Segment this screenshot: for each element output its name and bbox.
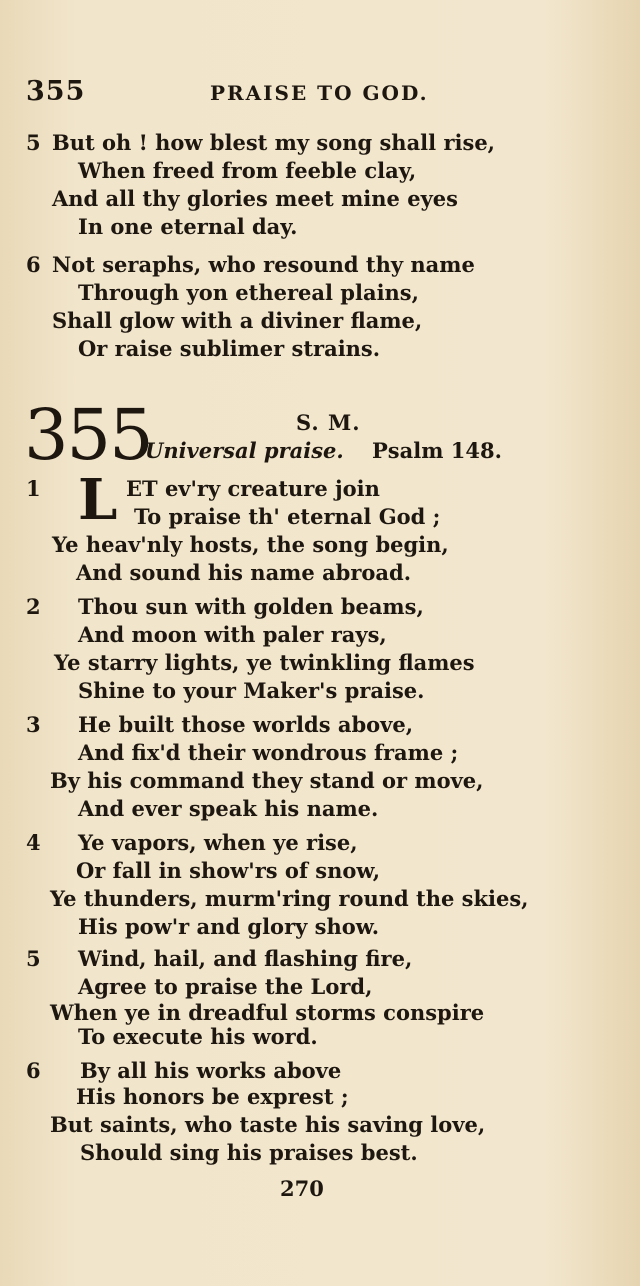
verse-number: 2: [26, 594, 41, 619]
verse-line: But oh ! how blest my song shall rise,: [52, 130, 495, 155]
verse-line: Or raise sublimer strains.: [78, 336, 381, 361]
verse-number: 6: [26, 1058, 41, 1083]
verse-line: Ye heav'nly hosts, the song begin,: [52, 532, 449, 557]
drop-cap: L: [78, 467, 118, 533]
verse-line: In one eternal day.: [78, 214, 298, 239]
page-number-bottom: 270: [280, 1176, 324, 1201]
running-title: PRAISE TO GOD.: [210, 81, 429, 105]
verse-number: 5: [26, 130, 41, 155]
verse-line: By all his works above: [80, 1058, 342, 1083]
verse-number: 4: [26, 830, 41, 855]
verse-number: 3: [26, 712, 41, 737]
verse-line: Thou sun with golden beams,: [78, 594, 424, 619]
verse-line: His honors be exprest ;: [76, 1084, 349, 1109]
verse-line: Shall glow with a diviner flame,: [52, 308, 423, 333]
running-head: [26, 76, 586, 106]
hymn-number: 355: [24, 394, 152, 476]
verse-line: And sound his name abroad.: [76, 560, 412, 585]
verse-line: Should sing his praises best.: [80, 1140, 418, 1165]
page-number-top: 355: [26, 76, 86, 107]
verse-line: When freed from feeble clay,: [78, 158, 417, 183]
verse-line: Agree to praise the Lord,: [78, 974, 373, 999]
verse-line: And moon with paler rays,: [78, 622, 387, 647]
verse-line: But saints, who taste his saving love,: [50, 1112, 486, 1137]
verse-line: And all thy glories meet mine eyes: [52, 186, 458, 211]
verse-line: To praise th' eternal God ;: [134, 504, 441, 529]
verse-line: To execute his word.: [78, 1024, 318, 1049]
verse-number: 1: [26, 476, 41, 501]
verse-line: Not seraphs, who resound thy name: [52, 252, 475, 277]
psalm-reference: Psalm 148.: [372, 438, 502, 463]
hymn-meter: S. M.: [296, 410, 361, 435]
verse-line: Through yon ethereal plains,: [78, 280, 419, 305]
verse-line: By his command they stand or move,: [50, 768, 484, 793]
verse-line: Ye starry lights, ye twinkling flames: [54, 650, 475, 675]
verse-number: 6: [26, 252, 41, 277]
verse-line: Or fall in show'rs of snow,: [76, 858, 381, 883]
verse-line: ET ev'ry creature join: [126, 476, 380, 501]
verse-line: He built those worlds above,: [78, 712, 414, 737]
verse-line: Ye vapors, when ye rise,: [78, 830, 358, 855]
hymn-subtitle: Universal praise.: [145, 438, 344, 463]
verse-number: 5: [26, 946, 41, 971]
verse-line: Shine to your Maker's praise.: [78, 678, 425, 703]
verse-line: His pow'r and glory show.: [78, 914, 380, 939]
verse-line: And fix'd their wondrous frame ;: [78, 740, 459, 765]
verse-line: Ye thunders, murm'ring round the skies,: [50, 886, 529, 911]
verse-line: And ever speak his name.: [78, 796, 379, 821]
verse-line: When ye in dreadful storms conspire: [50, 1000, 485, 1025]
verse-line: Wind, hail, and flashing fire,: [78, 946, 413, 971]
